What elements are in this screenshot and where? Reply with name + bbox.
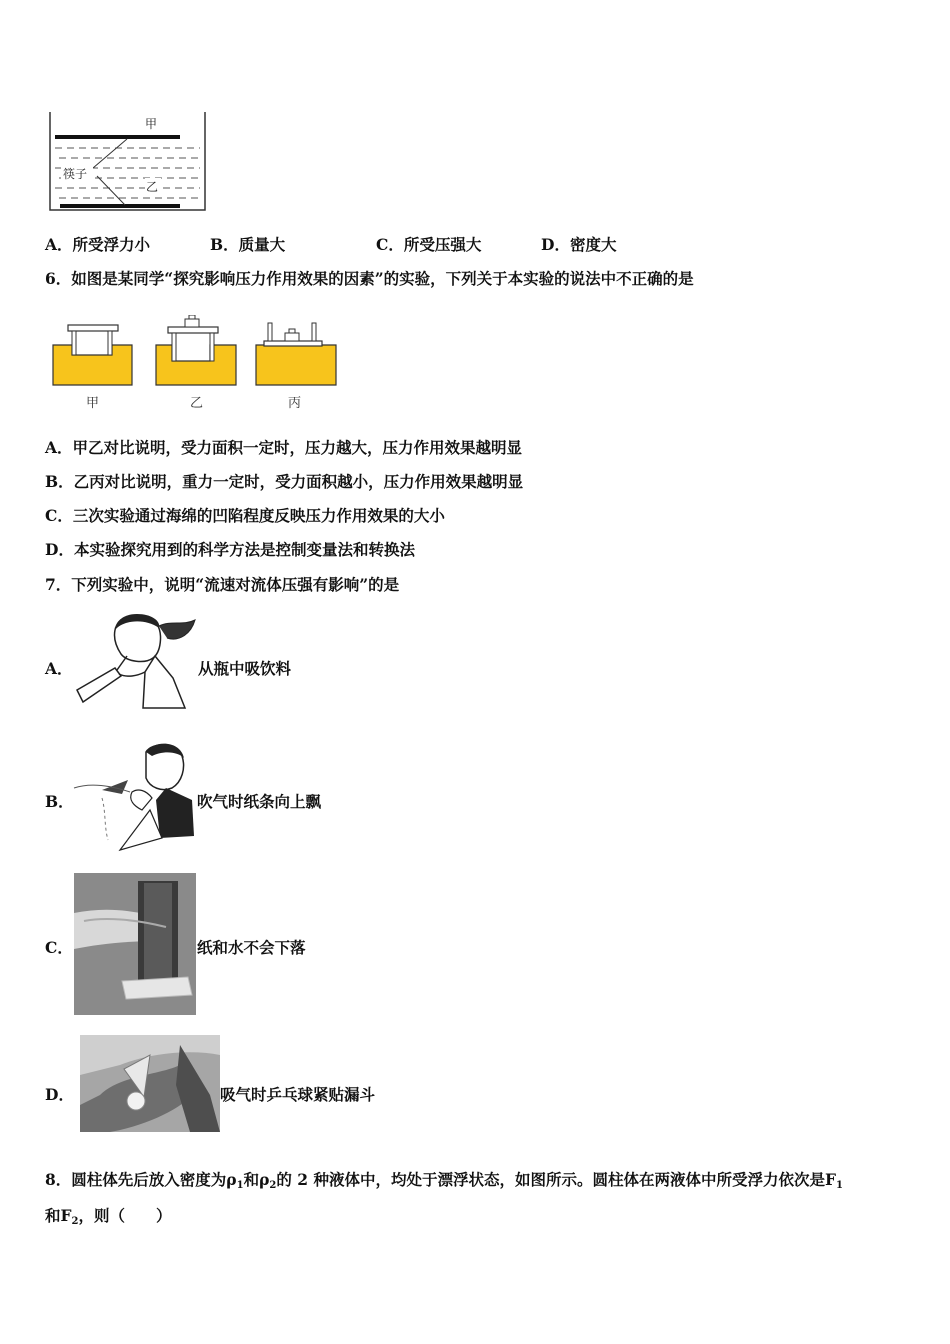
label-yi: 乙 — [190, 396, 204, 411]
q6-option-d[interactable]: D．本实验探究用到的科学方法是控制变量法和转换法 — [45, 540, 415, 559]
sponge-diagram — [50, 315, 340, 415]
q6-stem: 6．如图是某同学“探究影响压力作用效果的因素”的实验，下列关于本实验的说法中不正确的是 — [45, 269, 694, 288]
q6-figure — [50, 315, 340, 415]
q7-stem: 7．下列实验中，说明“流速对流体压强有影响”的是 — [45, 575, 400, 594]
q8-stem-line1: 8．圆柱体先后放入密度为$\rho_1$和$\rho_2$的 2 种液体中，均处于漂浮状态，如图所示。圆柱体在两液体中所受浮力依次是$F_1$ — [45, 1170, 843, 1191]
q7-option-d-letter[interactable]: D． — [45, 1085, 74, 1104]
q7-option-d-text: 吸气时乒乓球紧贴漏斗 — [220, 1085, 376, 1104]
q5-option-b[interactable]: B．质量大 — [210, 235, 286, 254]
q7-option-c-letter[interactable]: C． — [45, 938, 73, 957]
funnel-pingpong-photo — [80, 1035, 220, 1132]
label-jia: 甲 — [86, 396, 100, 411]
label-yi: 乙 — [146, 180, 159, 194]
q7-option-a-text: 从瓶中吸饮料 — [198, 659, 292, 678]
q5-option-a[interactable]: A．所受浮力小 — [45, 235, 151, 254]
q5-option-d[interactable]: D．密度大 — [541, 235, 617, 254]
q5-option-c[interactable]: C．所受压强大 — [376, 235, 482, 254]
q6-option-c[interactable]: C．三次实验通过海绵的凹陷程度反映压力作用效果的大小 — [45, 506, 445, 525]
label-chopsticks: 筷子 — [63, 167, 88, 181]
label-jia: 甲 — [145, 117, 158, 131]
q7-option-b-text: 吹气时纸条向上飘 — [197, 792, 322, 811]
q6-option-a[interactable]: A．甲乙对比说明，受力面积一定时，压力越大，压力作用效果越明显 — [45, 438, 523, 457]
q6-option-b[interactable]: B．乙丙对比说明，重力一定时，受力面积越小，压力作用效果越明显 — [45, 472, 524, 491]
q5-figure — [45, 108, 210, 216]
q7-option-a-letter[interactable]: A． — [45, 659, 73, 678]
girl-drinking-image — [75, 612, 200, 712]
inverted-cup-photo — [74, 873, 196, 1015]
label-bing: 丙 — [288, 396, 302, 411]
beaker-diagram — [45, 108, 210, 216]
q8-stem-line2: 和$F_2$，则（ ） — [45, 1206, 172, 1227]
boy-blowing-image — [72, 740, 197, 855]
q7-option-b-letter[interactable]: B． — [45, 792, 74, 811]
q7-option-c-text: 纸和水不会下落 — [197, 938, 306, 957]
